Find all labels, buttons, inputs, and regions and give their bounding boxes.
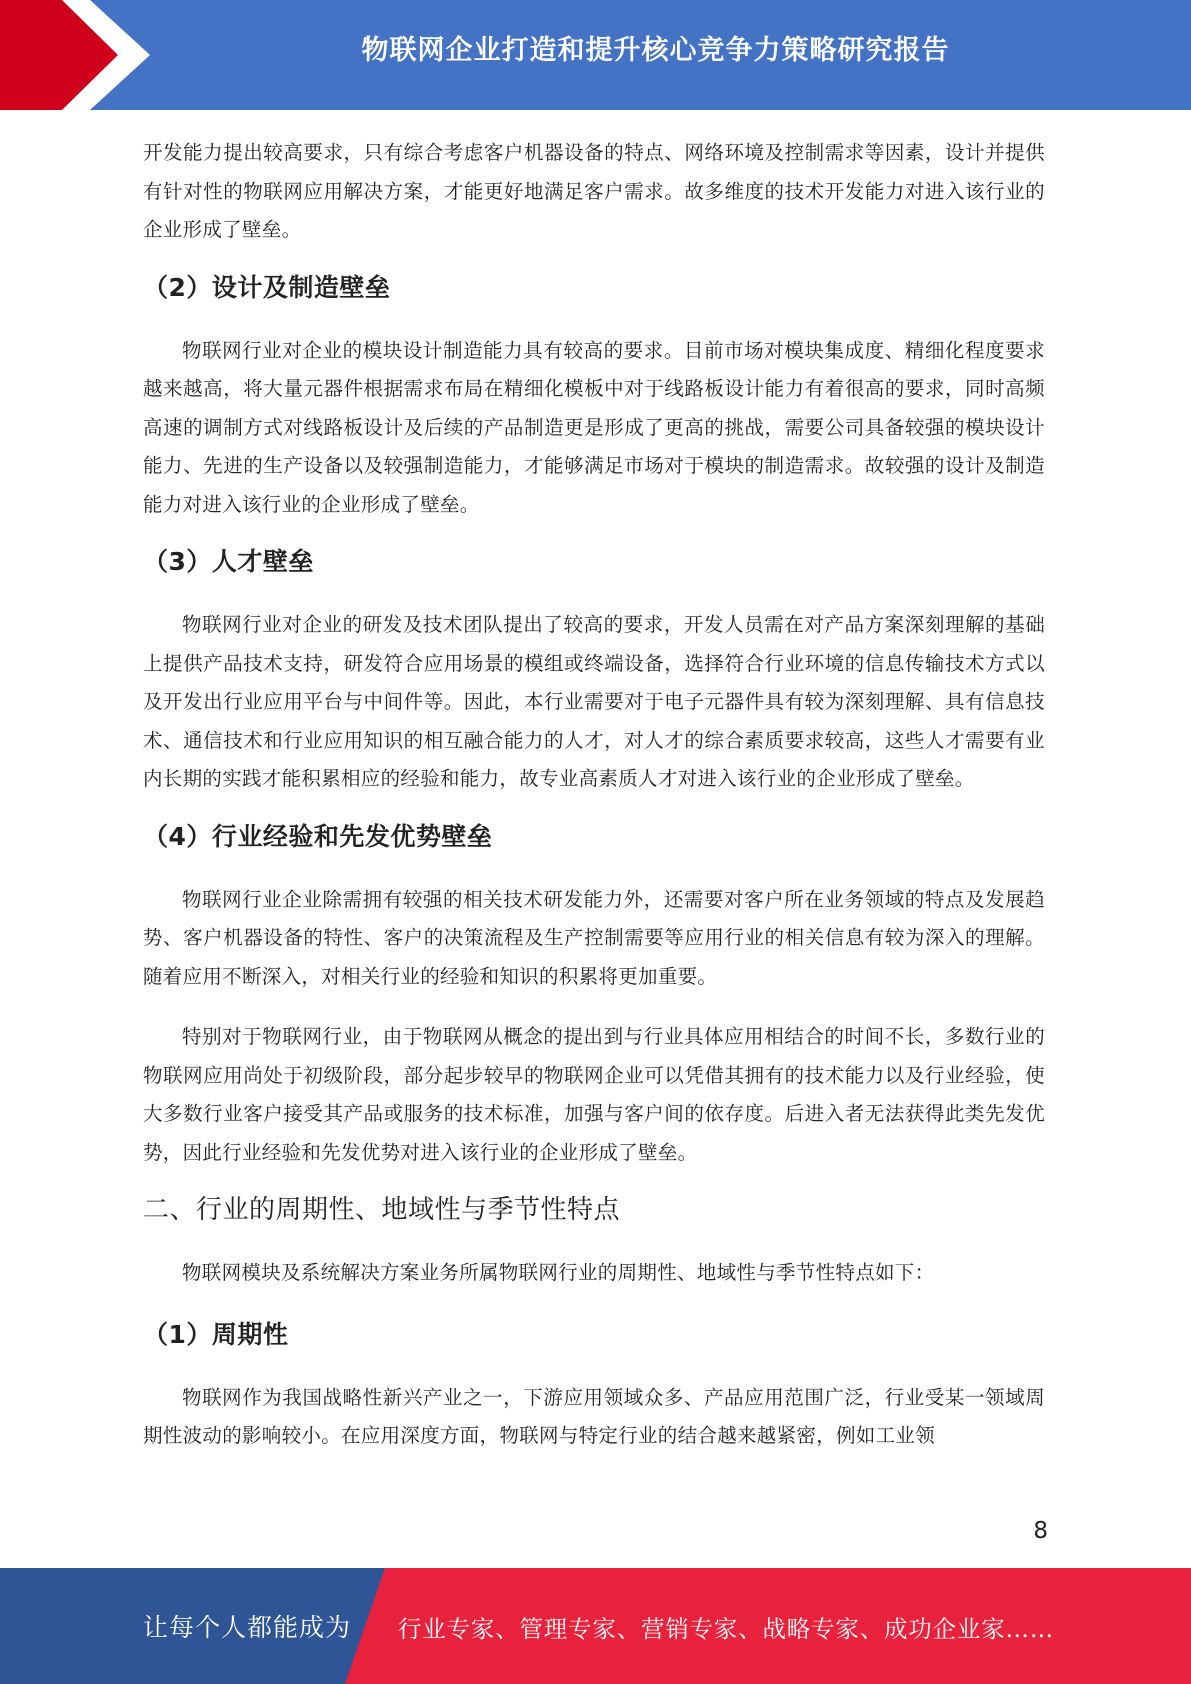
heading-talent-barrier: （3）人才壁垒 — [143, 547, 314, 576]
header-banner — [0, 0, 1191, 110]
heading-cyclical: （1）周期性 — [143, 1319, 289, 1349]
document-body — [143, 134, 1045, 1456]
paragraph-experience-barrier-1: 物联网行业企业除需拥有较强的相关技术研发能力外，还需要对客户所在业务领域的特点及发展趋势、客户机器设备的特性、客户的决策流程及生产控制需要等应用行业的相关信息有较为深入的理解。随着应用不断深入，对相关行业的经验和知识的积累将更加重要。 — [143, 887, 1045, 988]
heading-experience-barrier: （4）行业经验和先发优势壁垒 — [143, 821, 493, 851]
paragraph-section-two-intro: 物联网模块及系统解决方案业务所属物联网行业的周期性、地域性与季节性特点如下： — [182, 1261, 935, 1284]
page-number: 8 — [1033, 1518, 1048, 1544]
paragraph-tech-barrier-end: 开发能力提出较高要求，只有综合考虑客户机器设备的特点、网络环境及控制需求等因素，设计并提供有针对性的物联网应用解决方案，才能更好地满足客户需求。故多维度的技术开发能力对进入该行业的企业形成了壁垒。 — [143, 141, 1045, 241]
footer-banner — [0, 1568, 1191, 1684]
paragraph-cyclical: 物联网作为我国战略性新兴产业之一，下游应用领域众多、产品应用范围广泛，行业受某一领域周期性波动的影响较小。在应用深度方面，物联网与特定行业的结合越来越紧密，例如工业领 — [143, 1385, 1045, 1447]
paragraph-design-barrier: 物联网行业对企业的模块设计制造能力具有较高的要求。目前市场对模块集成度、精细化程度要求越来越高，将大量元器件根据需求布局在精细化模板中对于线路板设计能力有着很高的要求，同时高频高速的调制方式对线路板设计及后续的产品制造更是形成了更高的挑战，需要公司具备较强的模块设计能力、先进的生产设备以及较强制造能力，才能够满足市场对于模块的制造需求。故较强的设计及制造能力对进入该行业的企业形成了壁垒。 — [143, 338, 1045, 516]
footer-slogan-left: 让每个人都能成为 — [143, 1613, 352, 1642]
paragraph-talent-barrier: 物联网行业对企业的研发及技术团队提出了较高的要求，开发人员需在对产品方案深刻理解的基础上提供产品技术支持，研发符合应用场景的模组或终端设备，选择符合行业环境的信息传输技术方式以及开发出行业应用平台与中间件等。因此，本行业需要对于电子元器件具有较为深刻理解、具有信息技术、通信技术和行业应用知识的相互融合能力的人才，对人才的综合素质要求较高，这些人才需要有业内长期的实践才能积累相应的经验和能力，故专业高素质人才对进入该行业的企业形成了壁垒。 — [143, 613, 1045, 790]
footer-slogan-right: 行业专家、管理专家、营销专家、战略专家、成功企业家…… — [398, 1615, 1055, 1643]
report-title: 物联网企业打造和提升核心竞争力策略研究报告 — [361, 35, 950, 66]
heading-design-barrier: （2）设计及制造壁垒 — [143, 272, 391, 302]
heading-section-two: 二、行业的周期性、地域性与季节性特点 — [143, 1195, 621, 1225]
paragraph-experience-barrier-2: 特别对于物联网行业，由于物联网从概念的提出到与行业具体应用相结合的时间不长，多数行业的物联网应用尚处于初级阶段，部分起步较早的物联网企业可以凭借其拥有的技术能力以及行业经验，使大多数行业客户接受其产品或服务的技术标准，加强与客户间的依存度。后进入者无法获得此类先发优势，因此行业经验和先发优势对进入该行业的企业形成了壁垒。 — [143, 1025, 1045, 1164]
